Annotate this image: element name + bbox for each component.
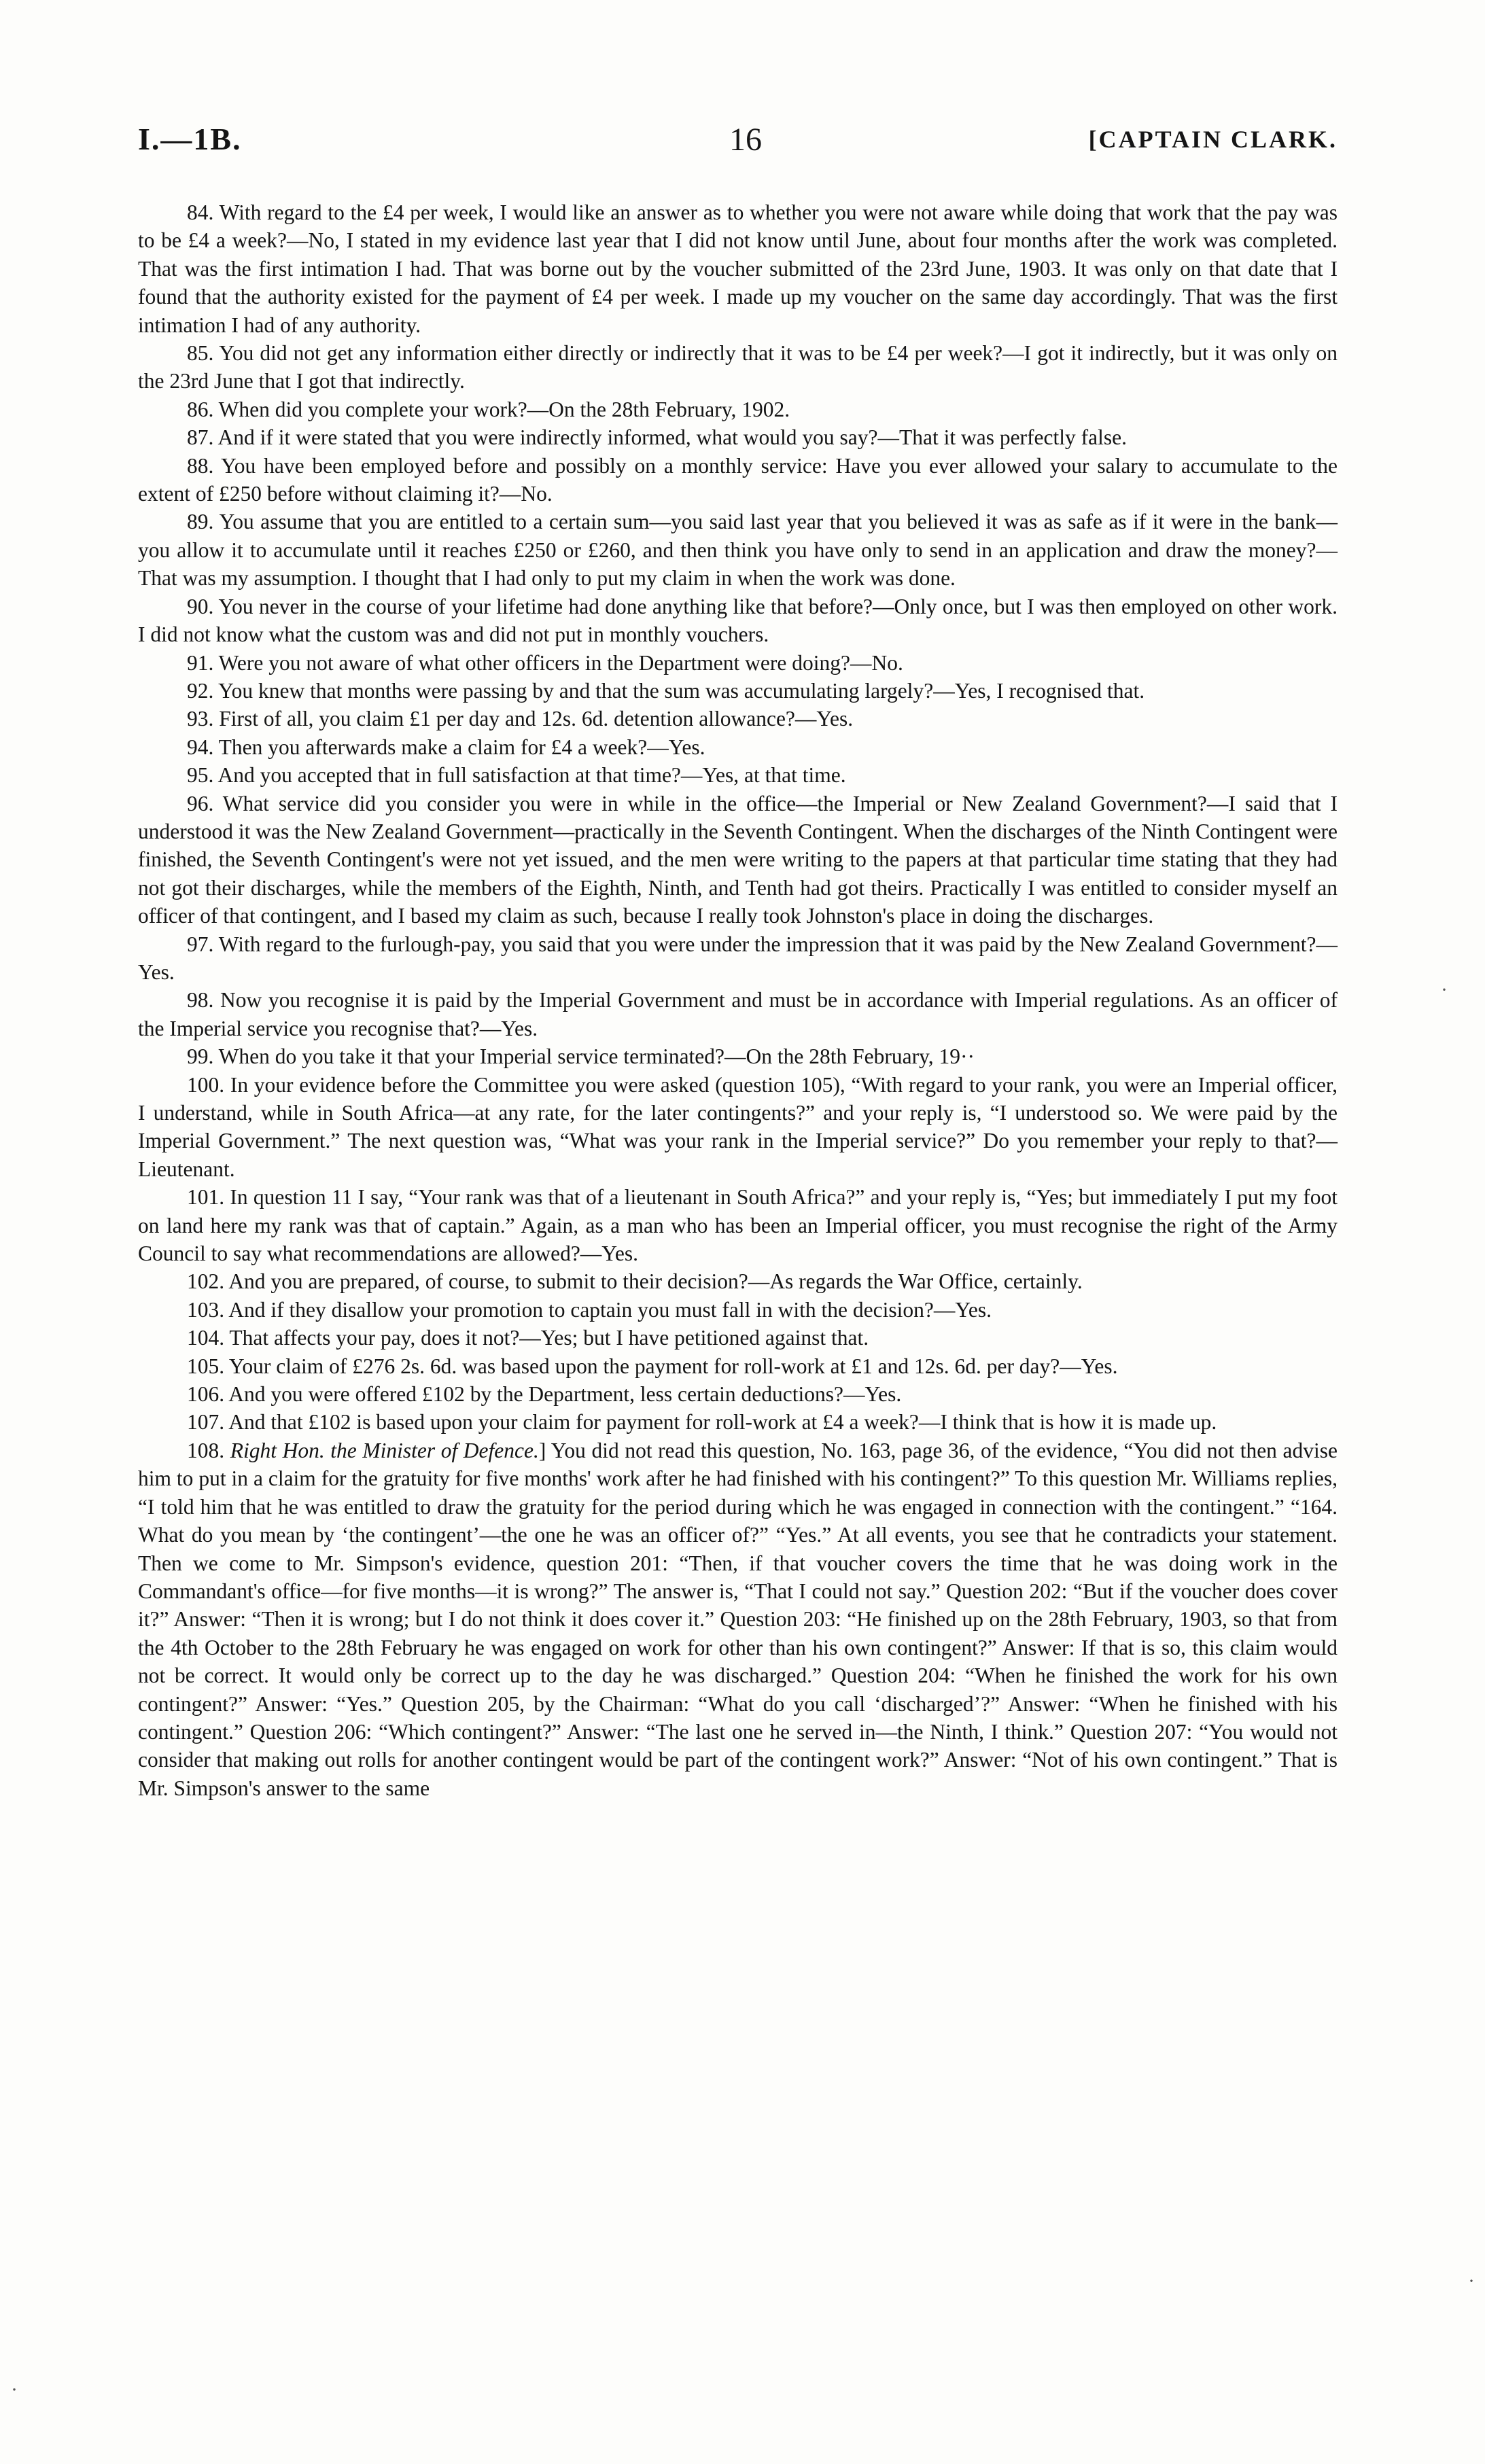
question-84: 84. With regard to the £4 per week, I would like an answer as to whether you were not aware while doing that work that the pay was to be £4 a week?—No, I stated in my evidence last year that I did not know until June, about four months after the work was completed. That was the first intimation I had. That was borne out by the voucher submitted of the 23rd June, 1903. It was only on that date that I found that the authority existed for the payment of £4 per week. I made up my voucher on the same day accordingly. That was the first intimation I had of any authority. — [138, 200, 1338, 337]
question-108-speaker: Right Hon. the Minister of Defence. — [230, 1438, 539, 1462]
question-99: 99. When do you take it that your Imperial service terminated?—On the 28th February, 19·· — [187, 1044, 975, 1069]
witness-name: [CAPTAIN CLARK. — [1088, 126, 1338, 153]
question-101: 101. In question 11 I say, “Your rank was that of a lieutenant in South Africa?” and your reply is, “Yes; but immediately I put my foot on land here my rank was that of captain.” Again, as a man who has been an Imperial officer, you must recognise the right of the Army Council to say what recommendations are allowed?—Yes. — [138, 1185, 1338, 1266]
margin-mark: · — [11, 2378, 18, 2401]
question-96: 96. What service did you consider you were in while in the office—the Imperial or New Zealand Government?—I said that I understood it was the New Zealand Government—practically in the Seventh Contingent. When the discharges of the Ninth Contingent were finished, the Seventh Contingent's were not yet issued, and the men were writing to the papers at that particular time stating that they had not got their discharges, while the members of the Eighth, Ninth, and Tenth had got theirs. Practically I was entitled to consider myself an officer of that contingent, and I based my claim as such, because I really took Johnston's place in doing the discharges. — [138, 791, 1338, 928]
question-90: 90. You never in the course of your lifetime had done anything like that before?—Only once, but I was then employed on other work. I did not know what the custom was and did not put in monthly vouchers. — [138, 594, 1338, 647]
paper-reference: I.—1B. — [138, 122, 242, 156]
question-88: 88. You have been employed before and possibly on a monthly service: Have you ever allowed your salary to accumulate to the extent of £250 before without claiming it?—No. — [138, 453, 1338, 506]
question-108-text: ] You did not read this question, No. 163, page 36, of the evidence, “You did not then advise him to put in a claim for the gratuity for five months' work after he had finished with his contingent?” To this question Mr. Williams replies, “I told him that he was entitled to draw the gratuity for the period during which he was engaged in connection with the contingent.” “164. What do you mean by ‘the contingent’—the one he was an officer of?” “Yes.” At all events, you see that he contradicts your statement. Then we come to Mr. Simpson's evidence, question 201: “Then, if that voucher covers the time that he was doing work in the Commandant's office—for five months—it is wrong?” The answer is, “That I could not say.” Question 202: “But if the voucher does cover it?” Answer: “Then it is wrong; but I do not think it does cover it.” Question 203: “He finished up on the 28th February, 1903, so that from the 4th October to the 28th February he was engaged on work for other than his own contingent?” Answer: If that is so, this claim would not be correct. It would only be correct up to the day he was discharged.” Question 204: “When he finished the work for his own contingent?” Answer: “Yes.” Question 205, by the Chairman: “What do you call ‘discharged’?” Answer: “When he finished with his contingent.” Question 206: “Which contingent?” Answer: “The last one he served in—the Ninth, I think.” Question 207: “You would not consider that making out rolls for another contingent would be part of the contingent work?” Answer: “Not of his own contingent.” That is Mr. Simpson's answer to the same — [138, 1438, 1338, 1800]
question-92: 92. You knew that months were passing by and that the sum was accumulating largely?—Yes, I recognised that. — [187, 678, 1145, 703]
question-105: 105. Your claim of £276 2s. 6d. was based upon the payment for roll-work at £1 and 12s. 6d. per day?—Yes. — [187, 1354, 1118, 1378]
question-89: 89. You assume that you are entitled to a certain sum—you said last year that you believed it was as safe as if it were in the bank—you allow it to accumulate until it reaches £250 or £260, and then think you have only to send in an application and draw the money?—That was my assumption. I thought that I had only to put my claim in when the work was done. — [138, 510, 1338, 591]
page-body — [138, 198, 1338, 1802]
question-108-number: 108. — [187, 1438, 225, 1462]
question-100: 100. In your evidence before the Committee you were asked (question 105), “With regard to your rank, you were an Imperial officer, I understand, while in South Africa—at any rate, for the later contingents?” and your reply is, “I understood so. We were paid by the Imperial Government.” The next question was, “What was your rank in the Imperial service?” Do you remember your reply to that?—Lieutenant. — [138, 1072, 1338, 1181]
question-93: 93. First of all, you claim £1 per day and 12s. 6d. detention allowance?—Yes. — [187, 707, 854, 731]
question-91: 91. Were you not aware of what other officers in the Department were doing?—No. — [187, 650, 903, 675]
page-number: 16 — [729, 122, 762, 158]
question-98: 98. Now you recognise it is paid by the Imperial Government and must be in accordance with Imperial regulations. As an officer of the Imperial service you recognise that?—Yes. — [138, 988, 1338, 1040]
question-106: 106. And you were offered £102 by the Department, less certain deductions?—Yes. — [187, 1382, 902, 1407]
question-103: 103. And if they disallow your promotion to captain you must fall in with the decision?—Yes. — [187, 1297, 992, 1322]
question-86: 86. When did you complete your work?—On the 28th February, 1902. — [187, 397, 790, 421]
margin-mark: · — [1468, 2270, 1475, 2292]
question-95: 95. And you accepted that in full satisfaction at that time?—Yes, at that time. — [187, 763, 846, 788]
question-85: 85. You did not get any information either directly or indirectly that it was to be £4 per week?—I got it indirectly, but it was only on the 23rd June that I got that indirectly. — [138, 341, 1338, 393]
question-102: 102. And you are prepared, of course, to submit to their decision?—As regards the War Office, certainly. — [187, 1269, 1083, 1294]
question-94: 94. Then you afterwards make a claim for £4 a week?—Yes. — [187, 735, 705, 759]
question-97: 97. With regard to the furlough-pay, you said that you were under the impression that it was paid by the New Zealand Government?—Yes. — [138, 932, 1338, 984]
question-87: 87. And if it were stated that you were indirectly informed, what would you say?—That it was perfectly false. — [187, 425, 1127, 450]
question-104: 104. That affects your pay, does it not?—Yes; but I have petitioned against that. — [187, 1326, 869, 1350]
margin-mark: · — [1441, 979, 1448, 1001]
question-107: 107. And that £102 is based upon your claim for payment for roll-work at £4 a week?—I think that is how it is made up. — [187, 1410, 1217, 1435]
question-108 — [138, 1437, 1338, 1802]
page-header — [138, 121, 1338, 162]
